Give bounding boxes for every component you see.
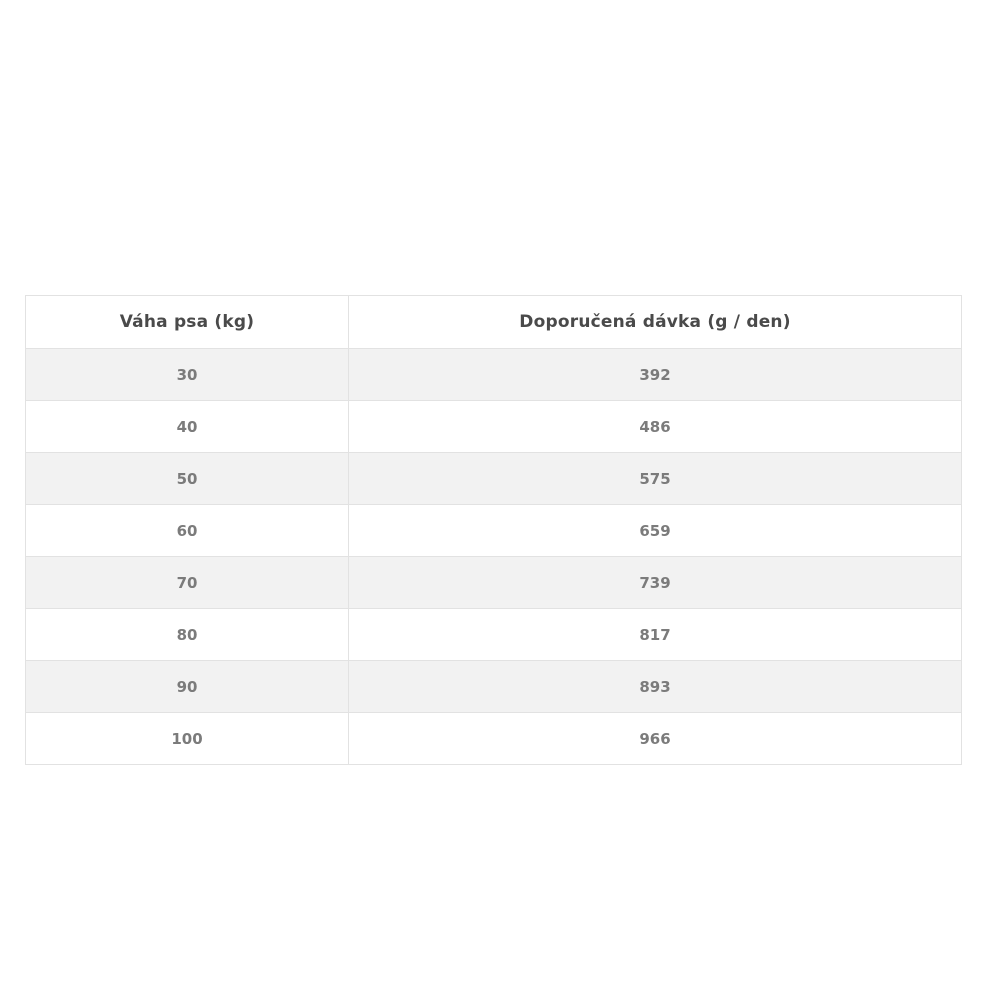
dosage-table: [25, 295, 962, 765]
column-header-dose: Doporučená dávka (g / den): [349, 296, 962, 349]
dose-cell: 486: [349, 401, 962, 453]
dose-cell: 893: [349, 661, 962, 713]
weight-cell: 40: [26, 401, 349, 453]
table-row: [26, 349, 962, 401]
weight-cell: 90: [26, 661, 349, 713]
table-row: [26, 453, 962, 505]
dose-cell: 966: [349, 713, 962, 765]
dose-cell: 739: [349, 557, 962, 609]
table-row: [26, 609, 962, 661]
weight-cell: 80: [26, 609, 349, 661]
weight-cell: 60: [26, 505, 349, 557]
dose-cell: 575: [349, 453, 962, 505]
table-row: [26, 713, 962, 765]
dose-cell: 659: [349, 505, 962, 557]
weight-cell: 50: [26, 453, 349, 505]
table-row: [26, 557, 962, 609]
table-row: [26, 505, 962, 557]
weight-cell: 70: [26, 557, 349, 609]
dose-cell: 817: [349, 609, 962, 661]
weight-cell: 100: [26, 713, 349, 765]
table-row: [26, 661, 962, 713]
dose-cell: 392: [349, 349, 962, 401]
weight-cell: 30: [26, 349, 349, 401]
table-header-row: [26, 296, 962, 349]
table-row: [26, 401, 962, 453]
column-header-weight: Váha psa (kg): [26, 296, 349, 349]
